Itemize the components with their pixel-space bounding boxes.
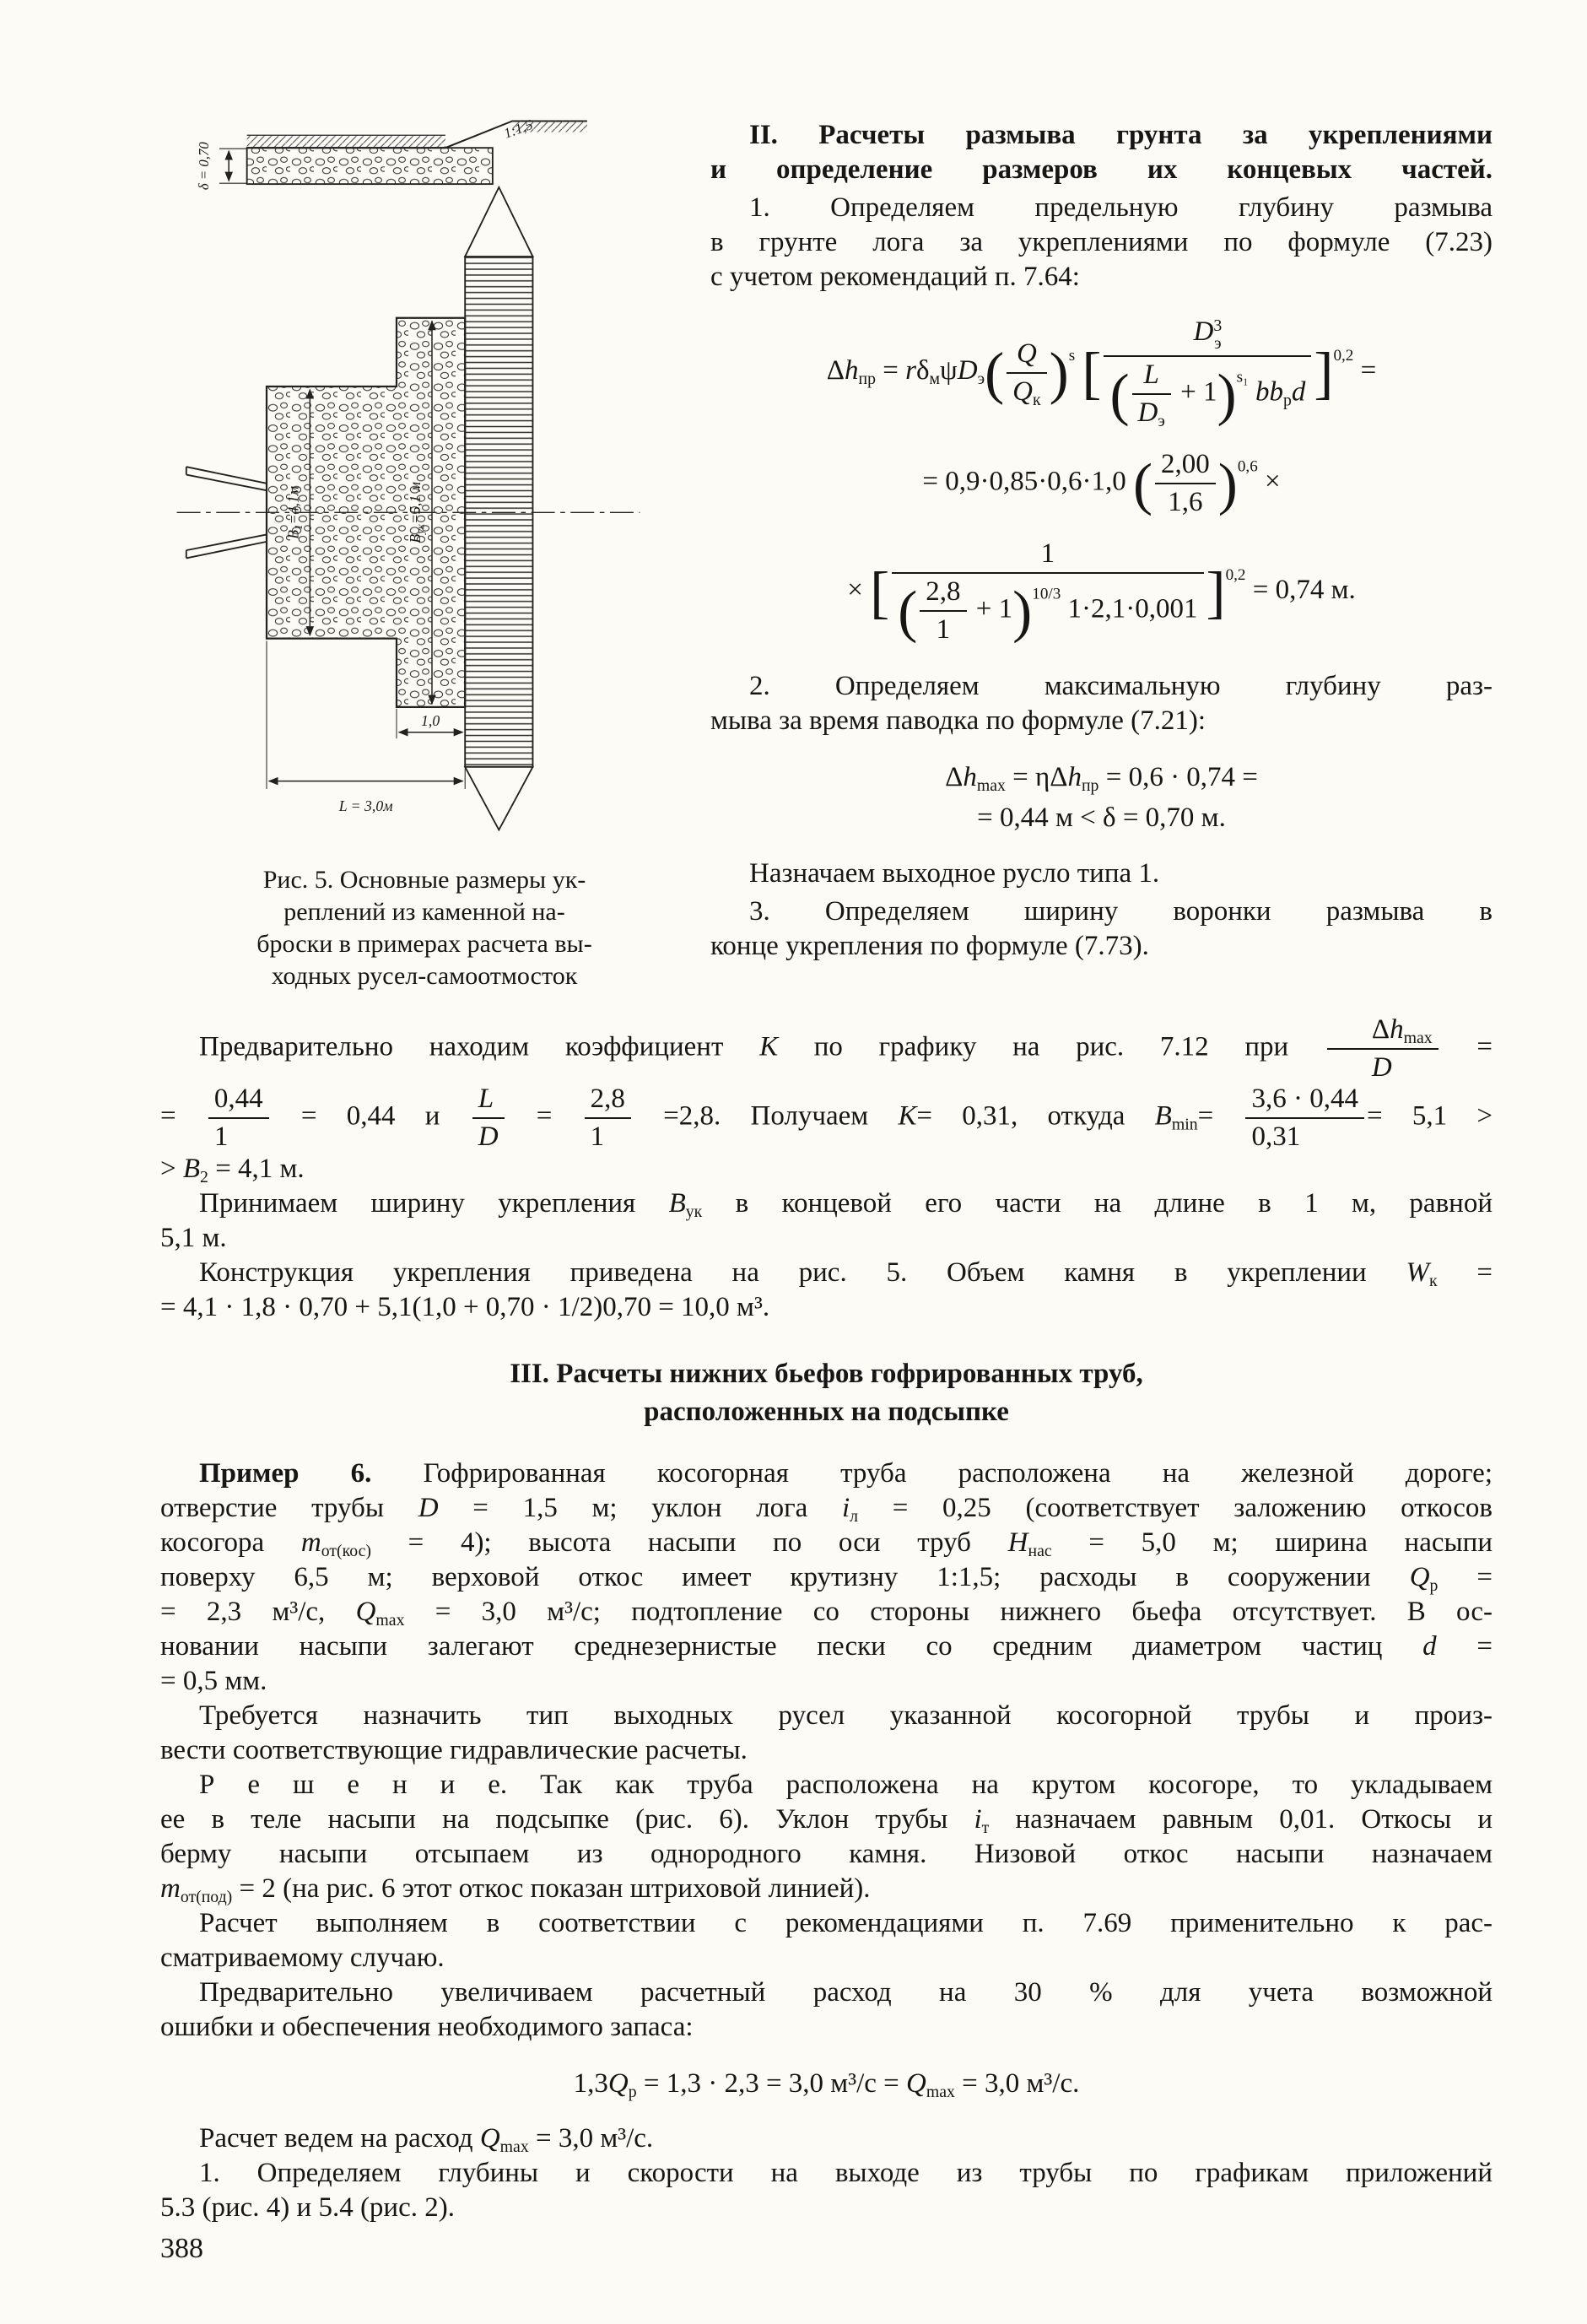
buk-dimension-label: $В_{ук}=5,1$ м bbox=[406, 482, 427, 543]
page-number: 388 bbox=[160, 2233, 203, 2264]
cross-section-detail bbox=[196, 116, 587, 190]
para-construction-volume: Конструкция укрепления приведена на рис. 5. Объем камня в укреплении $W_к$ = = 4,1 · 1,8 · 0,70 + 5,1(1,0 + 0,70 · 1/2)0,70 = 10,0 м³. bbox=[160, 1257, 1493, 1323]
b1-dimension-label: $В_1=4,1м$ bbox=[284, 485, 305, 539]
para-design-discharge: Расчет ведем на расход $Q_{max} = 3,0$ м³/с. bbox=[199, 2123, 654, 2157]
figure-5-caption: Рис. 5. Основные размеры ук- реплений из каменной на- броски в примерах расчета вы- ходных русел-самоотмосток bbox=[256, 865, 592, 990]
end-sill-bottom-point bbox=[465, 767, 532, 830]
ground-hatch bbox=[247, 135, 445, 148]
plan-view bbox=[177, 187, 640, 830]
end-sill-top-point bbox=[465, 187, 532, 257]
figure-5 bbox=[160, 115, 677, 992]
right-column bbox=[710, 115, 1493, 992]
section-iii-heading: III. Расчеты нижних бьефов гофрированных труб, расположенных на подсыпке bbox=[510, 1359, 1143, 1428]
figure-5-drawing bbox=[172, 115, 645, 840]
formula-design-discharge: $1,3Q_р = 1,3 \cdot 2,3 = 3,0$ $м^3/с = Q_{max} = 3,0$ м³/с. bbox=[573, 2068, 1080, 2102]
para-example-6: Пример 6. Гофрированная косогорная труба расположена на железной дороге; отверстие трубы D = 1,5 м; уклон лога $i_л = 0,25$ (соответствует заложению откосов косогора $m_{от(кос)} = 4$); высота насыпи по оси труб $Н_{нас} = 5,0$ м; ширина насыпи поверху 6,5 м; верховой откос имеет крутизну 1:1,5; расходы в сооружении $Q_р$ = = 2,3 м³/с, $Q_{max} = 3,0$ м³/с; подтопление со стороны нижнего бьефа отсутствует. В ос- новании насыпи залегают среднезернистые пески со средним диаметром частиц d = = 0,5 мм. bbox=[160, 1458, 1493, 1697]
para-outlet-channel-type: Назначаем выходное русло типа 1. bbox=[749, 857, 1160, 889]
para-width-acceptance: Принимаем ширину укрепления $В_{ук}$ в концевой его части на длине в 1 м, равной 5,1 м. bbox=[160, 1188, 1493, 1254]
section-ii-heading: II. Расчеты размыва грунта за укреплениями и определение размеров их концевых частей. bbox=[710, 120, 1493, 185]
one-meter-label: 1,0 bbox=[421, 712, 440, 730]
formula-7-23: $\Delta h_{пр} = r\delta_м\psi D_э$( $\frac{Q}{Q_к}$ )$^s$ [ D 3 э ( $\frac{L}{D_э}$ + 1)$^{s_1}$ $bb_рd$ ]$^{0,2}$ = = 0,9·0,85·0,6·1,0 ( $\frac{2,00}{1,6}$ )$^{0,6}$ × × [ 1 ( $\frac{2,8}{1}$ + 1)$^{10/3}$ 1·2,1·0,001 ]$^{0,2}$ = 0,74 м. bbox=[826, 316, 1377, 645]
dimension-delta bbox=[196, 142, 247, 190]
para-task: Требуется назначить тип выходных русел указанной косогорной трубы и произ- вести соответствующие гидравлические расчеты. bbox=[160, 1700, 1493, 1766]
para-step1-depths-velocities: 1. Определяем глубины и скорости на выходе из трубы по графикам приложений 5.3 (рис. 4) и 5.4 (рис. 2). bbox=[160, 2158, 1493, 2224]
para-increase-discharge: Предварительно увеличиваем расчетный расход на 30 % для учета возможной ошибки и обеспечения необходимого запаса: bbox=[160, 1977, 1493, 2043]
two-column-area bbox=[160, 115, 1493, 992]
end-sill-hatched-band bbox=[465, 257, 532, 767]
para-1-limit-scour: 1. Определяем предельную глубину размыва в грунте лога за укреплениями по формуле (7.23) с учетом рекомендаций п. 7.64: bbox=[710, 192, 1493, 292]
para-coefficient-k: Предварительно находим коэффициент К по графику на рис. 7.12 при $\frac{\Delta h_{max}}{D}$ = = $\frac{0,44}{1}$ = 0,44 и $\frac{L}{D}$ = $\frac{2,8}{1}$ =2,8. Получаем К= 0,31, откуда $B_{min}=$ $\frac{3,6 \cdot 0,44}{0,31}$ = 5,1 > > $В_2 = 4,1$ м. bbox=[160, 1013, 1493, 1187]
para-solution: Р е ш е н и е. Так как труба расположена на крутом косогоре, то укладываем ее в теле насыпи на подсыпке (рис. 6). Уклон трубы $i_т$ назначаем равным 0,01. Откосы и берму насыпи отсыпаем из однородного камня. Низовой откос насыпи назначаем $m_{от(под)} = 2$ (на рис. 6 этот откос показан штриховой линией). bbox=[160, 1770, 1493, 1907]
dimension-1-0 bbox=[397, 709, 462, 738]
para-3-funnel-width: 3. Определяем ширину воронки размыва в конце укрепления по формуле (7.73). bbox=[710, 895, 1493, 961]
para-2-max-scour: 2. Определяем максимальную глубину раз- мыва за время паводка по формуле (7.21): bbox=[710, 670, 1493, 736]
delta-dimension-label: δ = 0,70 bbox=[195, 142, 212, 191]
para-calc-recommendation: Расчет выполняем в соответствии с рекомендациями п. 7.69 применительно к рас- сматриваемому случаю. bbox=[160, 1908, 1493, 1974]
formula-7-21: $\Delta h_{max} = \eta\Delta h_{пр} = 0,6 \cdot 0,74$ = = 0,44 м < δ = 0,70 м. bbox=[945, 761, 1258, 833]
stone-layer-section bbox=[247, 148, 493, 184]
length-label: L = 3,0м bbox=[338, 797, 393, 815]
slope-label: 1:1,5 bbox=[501, 116, 535, 142]
